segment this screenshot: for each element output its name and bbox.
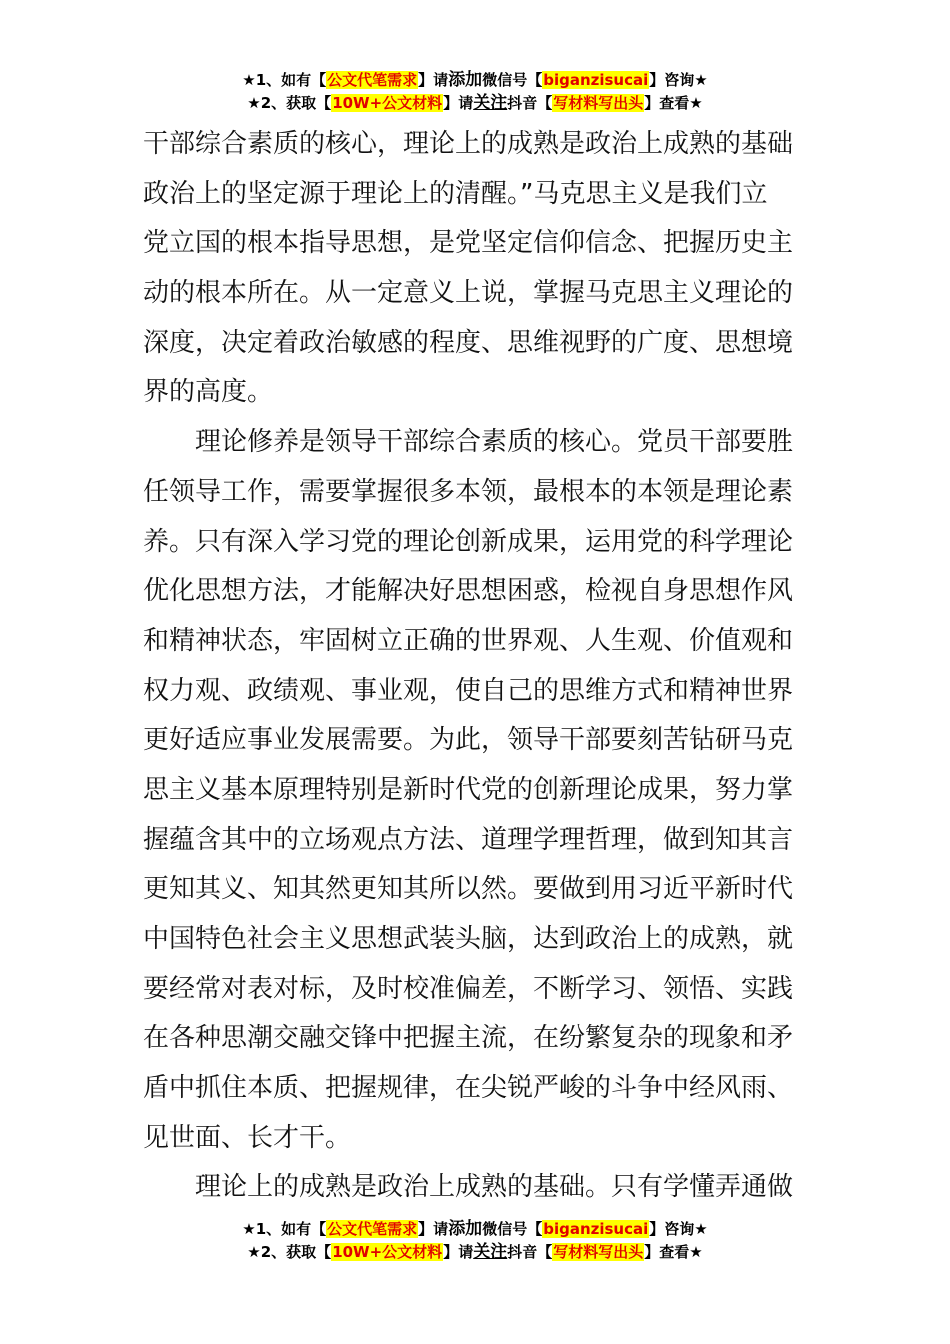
text-line: 深度，决定着政治敏感的程度、思维视野的广度、思想境 <box>143 327 794 358</box>
banner-text: 】咨询★ <box>649 1220 708 1238</box>
paragraph-start: 理论上的成熟是政治上成熟的基础。只有学懂弄通做 <box>195 1172 794 1203</box>
header-banner <box>0 69 950 115</box>
banner-highlight: 写材料写出头 <box>553 1243 644 1261</box>
banner-text: 】请 <box>443 94 474 112</box>
banner-text: 抖音【 <box>507 1243 553 1261</box>
banner-line-1 <box>0 1218 950 1241</box>
text-line: 在各种思潮交融交锋中把握主流，在纷繁复杂的现象和矛 <box>143 1023 794 1054</box>
banner-emphasis: 添加 <box>448 1219 483 1239</box>
banner-highlight: 10W+公文材料 <box>332 1243 443 1261</box>
banner-highlight: 写材料写出头 <box>553 94 644 112</box>
paragraph-start: 理论修养是领导干部综合素质的核心。党员干部要胜 <box>195 427 794 458</box>
text-line: 政治上的坚定源于理论上的清醒。”马克思主义是我们立 <box>143 178 768 209</box>
text-line: 更好适应事业发展需要。为此，领导干部要刻苦钻研马克 <box>143 725 794 756</box>
text-line: 见世面、长才干。 <box>143 1122 352 1153</box>
banner-emphasis: 关注 <box>473 1242 508 1262</box>
banner-text: ★1、如有【 <box>242 1220 327 1238</box>
text-line: 权力观、政绩观、事业观，使自己的思维方式和精神世界 <box>143 675 794 706</box>
text-line: 任领导工作，需要掌握很多本领，最根本的本领是理论素 <box>143 476 794 507</box>
text-line: 中国特色社会主义思想武装头脑，达到政治上的成熟，就 <box>143 924 794 954</box>
banner-highlight: 10W+公文材料 <box>332 94 443 112</box>
banner-text: ★1、如有【 <box>242 71 327 89</box>
banner-text: 】请 <box>443 1243 474 1261</box>
banner-text: 抖音【 <box>507 94 553 112</box>
text-line: 动的根本所在。从一定意义上说，掌握马克思主义理论的 <box>143 278 794 309</box>
text-line: 思主义基本原理特别是新时代党的创新理论成果，努力掌 <box>143 774 794 805</box>
banner-text: 】咨询★ <box>649 71 708 89</box>
banner-highlight: biganzisucai <box>543 71 649 89</box>
text-line: 党立国的根本指导思想，是党坚定信仰信念、把握历史主 <box>143 228 794 259</box>
banner-text: 】请 <box>418 71 449 89</box>
banner-text: 】查看★ <box>644 94 703 112</box>
text-line: 界的高度。 <box>143 377 274 408</box>
text-line: 要经常对表对标，及时校准偏差，不断学习、领悟、实践 <box>143 973 794 1004</box>
banner-text: 微信号【 <box>482 71 543 89</box>
banner-line-2 <box>0 1241 950 1264</box>
text-line: 和精神状态，牢固树立正确的世界观、人生观、价值观和 <box>143 625 794 656</box>
banner-emphasis: 关注 <box>473 93 508 113</box>
banner-emphasis: 添加 <box>448 70 483 90</box>
document-body <box>143 120 808 1213</box>
text-line: 更知其义、知其然更知其所以然。要做到用习近平新时代 <box>143 874 794 905</box>
footer-banner <box>0 1218 950 1264</box>
banner-line-2 <box>0 92 950 115</box>
banner-text: 微信号【 <box>482 1220 543 1238</box>
text-line: 干部综合素质的核心，理论上的成熟是政治上成熟的基础 <box>143 129 794 159</box>
banner-highlight: 公文代笔需求 <box>327 1220 418 1238</box>
banner-highlight: 公文代笔需求 <box>327 71 418 89</box>
banner-text: 】请 <box>418 1220 449 1238</box>
text-line: 握蕴含其中的立场观点方法、道理学理哲理，做到知其言 <box>143 824 794 855</box>
text-line: 养。只有深入学习党的理论创新成果，运用党的科学理论 <box>143 526 794 557</box>
text-line: 盾中抓住本质、把握规律，在尖锐严峻的斗争中经风雨、 <box>143 1073 794 1104</box>
text-line: 优化思想方法，才能解决好思想困惑，检视自身思想作风 <box>143 576 794 607</box>
banner-text: ★2、获取【 <box>247 1243 332 1261</box>
banner-text: 】查看★ <box>644 1243 703 1261</box>
banner-line-1 <box>0 69 950 92</box>
banner-highlight: biganzisucai <box>543 1220 649 1238</box>
banner-text: ★2、获取【 <box>247 94 332 112</box>
